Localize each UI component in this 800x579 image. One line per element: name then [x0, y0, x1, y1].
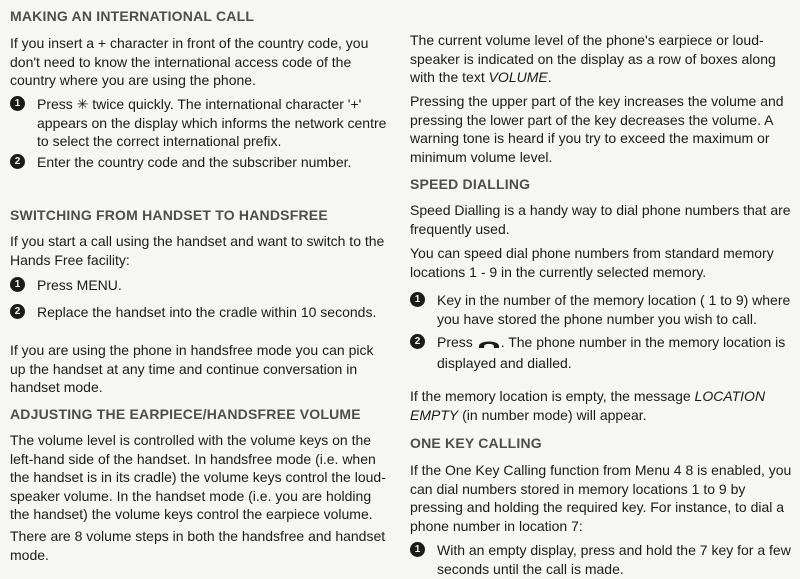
text-run: The current volume level of the phone's earpiece or loud-speaker is indicated on the display as a row of boxes along with the text — [410, 32, 776, 85]
step-number-badge: 2 — [10, 304, 25, 319]
paragraph-location-empty — [410, 387, 792, 424]
text-run: (in number mode) will appear. — [458, 406, 647, 423]
step-text: With an empty display, press and hold the 7 key for a few seconds until the call is made. — [437, 542, 791, 577]
step-press-star — [10, 95, 392, 151]
step-text: Press MENU. — [37, 277, 122, 293]
heading-adjusting-volume: ADJUSTING THE EARPIECE/HANDSFREE VOLUME — [10, 406, 361, 422]
step-text: . The phone number in the memory location is displayed and dialled. — [437, 334, 786, 371]
emphasis-volume: VOLUME — [488, 69, 548, 85]
step-text: Press ✳ twice quickly. The international character '+' appears on the display which informs the network centre to select the correct international prefix. — [37, 96, 387, 149]
step-number-badge: 1 — [10, 277, 25, 292]
text-run: . — [547, 69, 552, 85]
heading-handset-to-handsfree: SWITCHING FROM HANDSET TO HANDSFREE — [10, 207, 328, 223]
step-replace-handset — [10, 303, 376, 322]
paragraph-speed-dial-locations: You can speed dial phone numbers from standard memory locations 1 - 9 in the currently selected memory. — [410, 245, 774, 280]
emphasis-location-empty: LOCATION EMPTY — [410, 388, 766, 423]
paragraph-volume-display — [410, 31, 792, 87]
step-text: Replace the handset into the cradle within 10 seconds. — [37, 304, 377, 320]
paragraph-volume-keys: The volume level is controlled with the volume keys on the left-hand side of the handset. In handsfree mode (i.e. when the handset is in its cradle) the volume keys control the loud-speaker volume. In the handset mode (i.e. you are holding the handset) the volume keys control the earpiece volume. — [10, 432, 386, 522]
step-number-badge: 1 — [410, 292, 425, 307]
step-text: Key in the number of the memory location ( 1 to 9) where you have stored the phone number you wish to call. — [437, 292, 791, 327]
paragraph-one-key-calling: If the One Key Calling function from Menu 4 8 is enabled, you can dial numbers stored in memory locations 1 to 9 by pressing and holding the required key. For instance, to dial a phone number in location 7: — [410, 462, 792, 534]
step-text: Enter the country code and the subscriber number. — [37, 154, 352, 170]
step-press-menu — [10, 276, 122, 295]
heading-one-key-calling: ONE KEY CALLING — [410, 435, 542, 451]
step-press-and-hold — [410, 541, 792, 578]
step-number-badge: 2 — [10, 154, 25, 169]
step-enter-country-code — [10, 153, 351, 172]
text-run: If the memory location is empty, the message — [410, 388, 695, 404]
paragraph-pick-up-handset: If you are using the phone in handsfree mode you can pick up the handset at any time and continue conversation in handset mode. — [10, 342, 374, 395]
step-key-in-location — [410, 291, 792, 328]
step-number-badge: 1 — [410, 542, 425, 557]
step-press-call — [410, 333, 792, 372]
paragraph-handsfree-intro: If you start a call using the handset and want to switch to the Hands Free facility: — [10, 233, 385, 268]
paragraph-speed-dial-intro: Speed Dialling is a handy way to dial phone numbers that are frequently used. — [410, 202, 791, 237]
step-text: Press — [437, 334, 477, 350]
paragraph-international-intro: If you insert a + character in front of the country code, you don't need to know the international access code of the country where you are using the phone. — [10, 35, 369, 88]
step-number-badge: 2 — [410, 334, 425, 349]
paragraph-volume-steps: There are 8 volume steps in both the handsfree and handset mode. — [10, 528, 386, 563]
heading-speed-dialling: SPEED DIALLING — [410, 176, 531, 192]
handset-call-icon — [478, 335, 500, 354]
heading-international-call: MAKING AN INTERNATIONAL CALL — [10, 8, 255, 24]
paragraph-volume-key-usage: Pressing the upper part of the key increases the volume and pressing the lower part of the key decreases the volume. A warning tone is heard if you try to exceed the maximum or minimum volume level. — [410, 93, 784, 165]
step-number-badge: 1 — [10, 96, 25, 111]
